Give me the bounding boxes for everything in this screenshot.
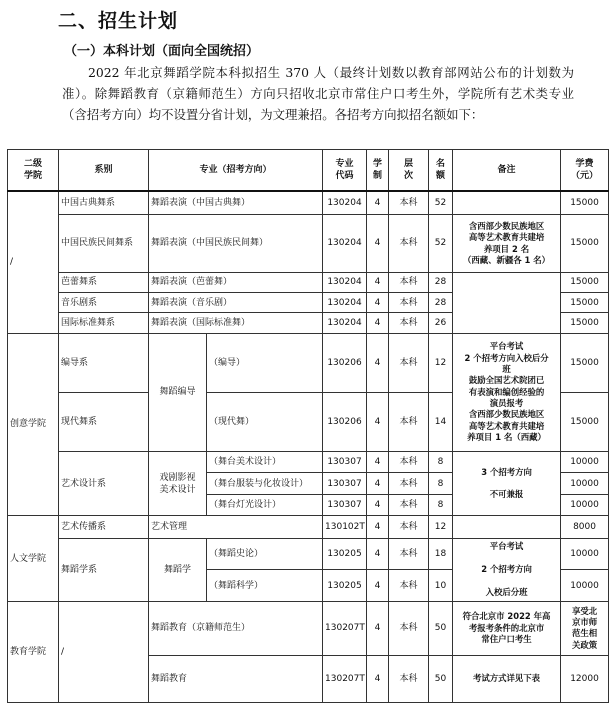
quota-cell: 8 xyxy=(429,452,453,473)
table-row xyxy=(8,272,609,292)
years-cell: 4 xyxy=(367,191,389,215)
table-row xyxy=(8,191,609,215)
level-cell: 本科 xyxy=(389,191,429,215)
level-cell: 本科 xyxy=(389,292,429,312)
fee-cell: 12000 xyxy=(561,655,609,702)
years-cell: 4 xyxy=(367,272,389,292)
dept-cell: 舞蹈学系 xyxy=(59,538,149,601)
years-cell: 4 xyxy=(367,570,389,602)
level-cell: 本科 xyxy=(389,473,429,494)
header-level: 层 次 xyxy=(389,150,429,191)
level-cell: 本科 xyxy=(389,272,429,292)
major-cell: 艺术管理 xyxy=(149,516,323,538)
dept-cell: 编导系 xyxy=(59,333,149,392)
fee-cell: 15000 xyxy=(561,191,609,215)
major-cell: （舞台服装与化妆设计） xyxy=(207,473,323,494)
dept-cell: 中国古典舞系 xyxy=(59,191,149,215)
major-group-cell: 戏剧影视 美术设计 xyxy=(149,452,207,516)
table-row xyxy=(8,601,609,655)
major-cell: 舞蹈表演（芭蕾舞） xyxy=(149,272,323,292)
dept-cell: 中国民族民间舞系 xyxy=(59,215,149,272)
quota-cell: 50 xyxy=(429,601,453,655)
major-cell: 舞蹈表演（音乐剧） xyxy=(149,292,323,312)
years-cell: 4 xyxy=(367,333,389,392)
dept-cell: 艺术设计系 xyxy=(59,452,149,516)
fee-cell: 10000 xyxy=(561,473,609,494)
level-cell: 本科 xyxy=(389,655,429,702)
fee-cell: 15000 xyxy=(561,313,609,333)
major-cell: 舞蹈教育 xyxy=(149,655,323,702)
fee-cell: 10000 xyxy=(561,570,609,602)
code-cell: 130204 xyxy=(323,272,367,292)
fee-cell: 10000 xyxy=(561,452,609,473)
note-cell: 考试方式详见下表 xyxy=(453,655,561,702)
major-cell: 舞蹈表演（中国古典舞） xyxy=(149,191,323,215)
header-major: 专业（招考方向） xyxy=(149,150,323,191)
major-group-cell: 舞蹈编导 xyxy=(149,333,207,451)
fee-cell: 8000 xyxy=(561,516,609,538)
major-cell: （舞蹈科学） xyxy=(207,570,323,602)
code-cell: 130307 xyxy=(323,452,367,473)
code-cell: 130207T xyxy=(323,601,367,655)
header-college: 二级 学院 xyxy=(8,150,59,191)
fee-cell: 15000 xyxy=(561,392,609,451)
note-cell xyxy=(453,191,561,215)
intro-paragraph: 2022 年北京舞蹈学院本科拟招生 370 人（最终计划数以教育部网站公布的计划数为准）。除舞蹈教育（京籍师范生）方向只招收北京市常住户口考生外，学院所有艺术类专业（含招考方向）均不设置分省计划，为文理兼招。各招考方向拟招名额如下： xyxy=(62,65,574,122)
quota-cell: 28 xyxy=(429,272,453,292)
college-cell: 创意学院 xyxy=(8,333,59,516)
major-cell: （舞台灯光设计） xyxy=(207,494,323,515)
quota-cell: 52 xyxy=(429,215,453,272)
years-cell: 4 xyxy=(367,655,389,702)
years-cell: 4 xyxy=(367,473,389,494)
dept-cell: 音乐剧系 xyxy=(59,292,149,312)
years-cell: 4 xyxy=(367,452,389,473)
code-cell: 130204 xyxy=(323,215,367,272)
header-code: 专业 代码 xyxy=(323,150,367,191)
years-cell: 4 xyxy=(367,601,389,655)
table-row xyxy=(8,516,609,538)
section-title: 二、招生计划 xyxy=(58,10,179,32)
quota-cell: 28 xyxy=(429,292,453,312)
table-row xyxy=(8,538,609,570)
quota-cell: 18 xyxy=(429,538,453,570)
fee-cell: 10000 xyxy=(561,538,609,570)
level-cell: 本科 xyxy=(389,494,429,515)
quota-cell: 14 xyxy=(429,392,453,451)
fee-cell: 15000 xyxy=(561,333,609,392)
code-cell: 130307 xyxy=(323,473,367,494)
level-cell: 本科 xyxy=(389,333,429,392)
code-cell: 130204 xyxy=(323,191,367,215)
fee-cell: 15000 xyxy=(561,292,609,312)
header-years: 学 制 xyxy=(367,150,389,191)
header-note: 备注 xyxy=(453,150,561,191)
quota-cell: 50 xyxy=(429,655,453,702)
college-cell: / xyxy=(8,191,59,334)
note-cell: 平台考试 2 个招考方向 入校后分班 xyxy=(453,538,561,601)
code-cell: 130307 xyxy=(323,494,367,515)
note-cell-empty xyxy=(453,272,561,333)
note-cell xyxy=(453,516,561,538)
college-cell: 人文学院 xyxy=(8,516,59,602)
level-cell: 本科 xyxy=(389,452,429,473)
level-cell: 本科 xyxy=(389,601,429,655)
level-cell: 本科 xyxy=(389,215,429,272)
major-cell: （现代舞） xyxy=(207,392,323,451)
level-cell: 本科 xyxy=(389,570,429,602)
header-fee: 学费 （元） xyxy=(561,150,609,191)
note-cell: 3 个招考方向 不可兼报 xyxy=(453,452,561,516)
dept-cell: / xyxy=(59,601,149,702)
quota-cell: 8 xyxy=(429,473,453,494)
major-cell: 舞蹈表演（中国民族民间舞） xyxy=(149,215,323,272)
fee-cell: 享受北 京市师 范生相 关政策 xyxy=(561,601,609,655)
major-cell: （舞蹈史论） xyxy=(207,538,323,570)
header-quota: 名 额 xyxy=(429,150,453,191)
table-row xyxy=(8,333,609,392)
years-cell: 4 xyxy=(367,313,389,333)
major-cell: 舞蹈表演（国际标准舞） xyxy=(149,313,323,333)
college-cell: 教育学院 xyxy=(8,601,59,702)
major-cell: （编导） xyxy=(207,333,323,392)
dept-cell: 芭蕾舞系 xyxy=(59,272,149,292)
fee-cell: 10000 xyxy=(561,494,609,515)
code-cell: 130205 xyxy=(323,538,367,570)
header-row xyxy=(8,150,609,191)
quota-cell: 10 xyxy=(429,570,453,602)
code-cell: 130205 xyxy=(323,570,367,602)
level-cell: 本科 xyxy=(389,392,429,451)
years-cell: 4 xyxy=(367,494,389,515)
code-cell: 130102T xyxy=(323,516,367,538)
enrollment-plan-table xyxy=(7,149,609,703)
quota-cell: 52 xyxy=(429,191,453,215)
table-row xyxy=(8,452,609,473)
subsection-title: （一）本科计划（面向全国统招） xyxy=(64,44,260,59)
fee-cell: 15000 xyxy=(561,272,609,292)
level-cell: 本科 xyxy=(389,313,429,333)
level-cell: 本科 xyxy=(389,538,429,570)
years-cell: 4 xyxy=(367,392,389,451)
dept-cell: 艺术传播系 xyxy=(59,516,149,538)
header-dept: 系别 xyxy=(59,150,149,191)
code-cell: 130206 xyxy=(323,392,367,451)
dept-cell: 国际标准舞系 xyxy=(59,313,149,333)
major-cell: （舞台美术设计） xyxy=(207,452,323,473)
code-cell: 130206 xyxy=(323,333,367,392)
major-group-cell: 舞蹈学 xyxy=(149,538,207,601)
code-cell: 130204 xyxy=(323,292,367,312)
note-cell: 符合北京市 2022 年高 考报考条件的北京市 常住户口考生 xyxy=(453,601,561,655)
years-cell: 4 xyxy=(367,292,389,312)
level-cell: 本科 xyxy=(389,516,429,538)
major-cell: 舞蹈教育（京籍师范生） xyxy=(149,601,323,655)
quota-cell: 12 xyxy=(429,516,453,538)
dept-cell: 现代舞系 xyxy=(59,392,149,451)
quota-cell: 12 xyxy=(429,333,453,392)
years-cell: 4 xyxy=(367,538,389,570)
years-cell: 4 xyxy=(367,215,389,272)
quota-cell: 8 xyxy=(429,494,453,515)
quota-cell: 26 xyxy=(429,313,453,333)
years-cell: 4 xyxy=(367,516,389,538)
code-cell: 130204 xyxy=(323,313,367,333)
table-row xyxy=(8,215,609,272)
note-cell: 平台考试 2 个招考方向入校后分 班 鼓励全国艺术院团已 有表演和编创经验的 演员报考 含西部少数民族地区 高等艺术教育共建培 养项目 1 名（西藏） xyxy=(453,333,561,451)
code-cell: 130207T xyxy=(323,655,367,702)
fee-cell: 15000 xyxy=(561,215,609,272)
note-cell: 含西部少数民族地区 高等艺术教育共建培 养项目 2 名 （西藏、新疆各 1 名） xyxy=(453,215,561,272)
